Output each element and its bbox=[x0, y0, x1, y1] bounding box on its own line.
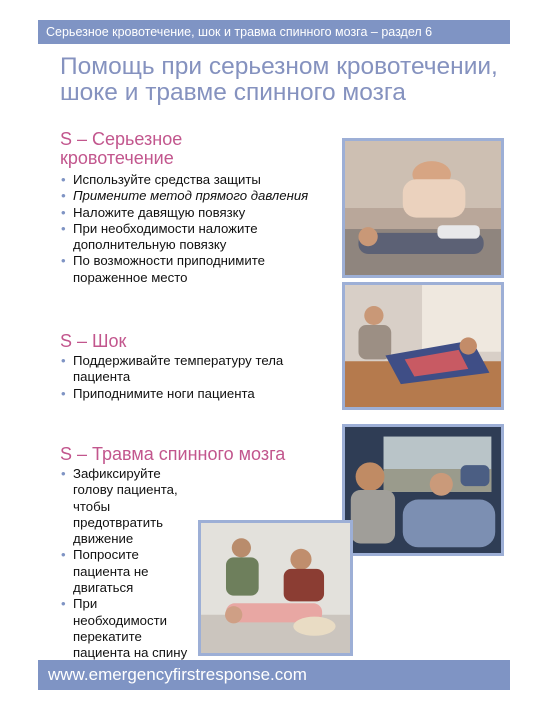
section-heading-spinal: S – Травма спинного мозга bbox=[60, 444, 286, 464]
shock-list bbox=[60, 353, 340, 402]
list-item: • Наложите давящую повязку bbox=[60, 205, 340, 221]
slide-title: Помощь при серьезном кровотечении, шоке и травме спинного мозга bbox=[60, 53, 498, 106]
photo-shock-care bbox=[342, 282, 504, 410]
list-item: • Зафиксируйте голову пациента, чтобы предотвратить движение bbox=[60, 466, 192, 547]
list-item: • Приподнимите ноги пациента bbox=[60, 386, 340, 402]
footer-url[interactable]: www.emergencyfirstresponse.com bbox=[38, 660, 510, 690]
list-item: • По возможности приподнимите пораженное место bbox=[60, 253, 340, 286]
spinal-list bbox=[60, 466, 192, 662]
list-item: • Примените метод прямого давления bbox=[60, 188, 340, 204]
photo-log-roll bbox=[198, 520, 353, 656]
list-item: • При необходимости наложите дополнительную повязку bbox=[60, 221, 340, 254]
bleeding-list bbox=[60, 172, 340, 286]
section-heading-shock: S – Шок bbox=[60, 331, 127, 351]
header-banner: Серьезное кровотечение, шок и травма спинного мозга – раздел 6 bbox=[38, 20, 510, 44]
list-item: • Попросите пациента не двигаться bbox=[60, 547, 192, 596]
photo-bleeding-care bbox=[342, 138, 504, 278]
list-item: • Поддерживайте температуру тела пациента bbox=[60, 353, 340, 386]
slide bbox=[38, 20, 510, 690]
section-heading-bleeding: S – Серьезное кровотечение bbox=[60, 129, 183, 168]
photo-spinal-care bbox=[342, 424, 504, 556]
list-item: • Используйте средства защиты bbox=[60, 172, 340, 188]
list-item: • При необходимости перекатите пациента на спину bbox=[60, 596, 192, 661]
